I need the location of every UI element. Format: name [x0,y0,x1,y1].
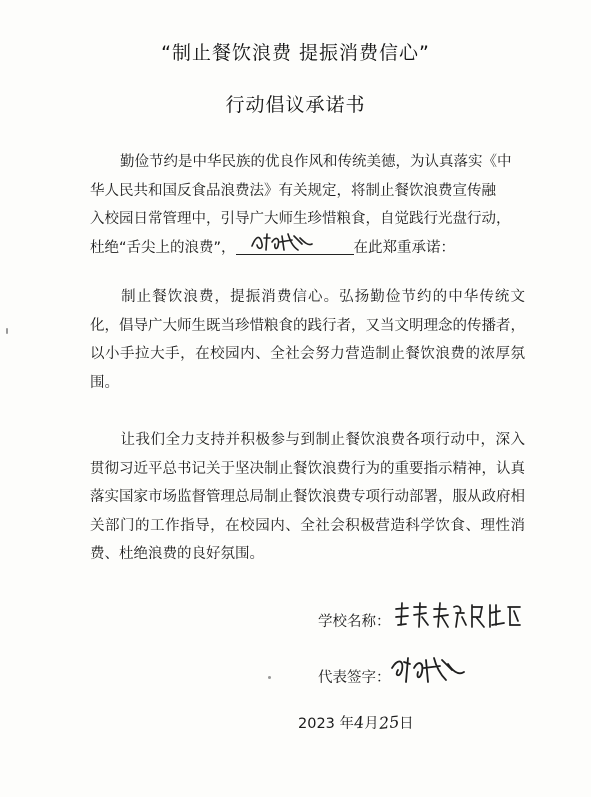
school-name-handwriting [392,599,522,633]
date-month-suffix: 月 [364,716,379,732]
intro-line-1: 勤俭节约是中华民族的优良作风和传统美德，为认真落实《中 [120,154,512,170]
paragraph-action [90,426,525,569]
pledge-text: 制止餐饮浪费，提振消费信心。弘扬勤俭节约的中华传统文化，倡导广大师生既当珍惜粮食的践行者，又当文明理念的传播者，以小手拉大手，在校园内、全社会努力营造制止餐饮浪费的浓厚氛围。 [90,289,525,391]
signing-date [298,712,414,733]
paragraph-intro [90,148,525,262]
date-day-suffix: 日 [399,716,414,732]
document-subtitle: 行动倡议承诺书 [225,94,366,116]
representative-label: 代表签字： [318,670,391,686]
document-title: “制止餐饮浪费 提振消费信心” [161,42,430,64]
handwritten-name-signature [248,230,318,254]
action-text: 让我们全力支持并积极参与到制止餐饮浪费各项行动中，深入贯彻习近平总书记关于坚决制止餐饮浪费行为的重要指示精神，认真落实国家市场监督管理总局制止餐饮浪费专项行动部署，服从政府相关部门的工作指导，在校园内、全社会积极营造科学饮食、理性消费、杜绝浪费的良好氛围。 [90,432,525,562]
date-year-suffix: 年 [339,716,355,732]
date-day: 25 [377,711,400,734]
school-name-label: 学校名称： [318,614,391,630]
intro-line-4-suffix: 在此郑重承诺： [353,239,456,256]
representative-signature [388,654,468,688]
intro-line-4-prefix: 杜绝“舌尖上的浪费”， [90,239,236,256]
name-blank [236,236,354,255]
paragraph-pledge [90,283,525,397]
scan-speck [268,676,271,679]
scan-speck [6,328,8,334]
date-month: 4 [353,712,366,733]
intro-line-2: 华人民共和国反食品浪费法》有关规定，将制止餐饮浪费宣传融 [90,182,496,199]
intro-line-3: 入校园日常管理中，引导广大师生珍惜粮食，自觉践行光盘行动， [90,211,511,227]
date-year: 2023 [298,716,335,732]
